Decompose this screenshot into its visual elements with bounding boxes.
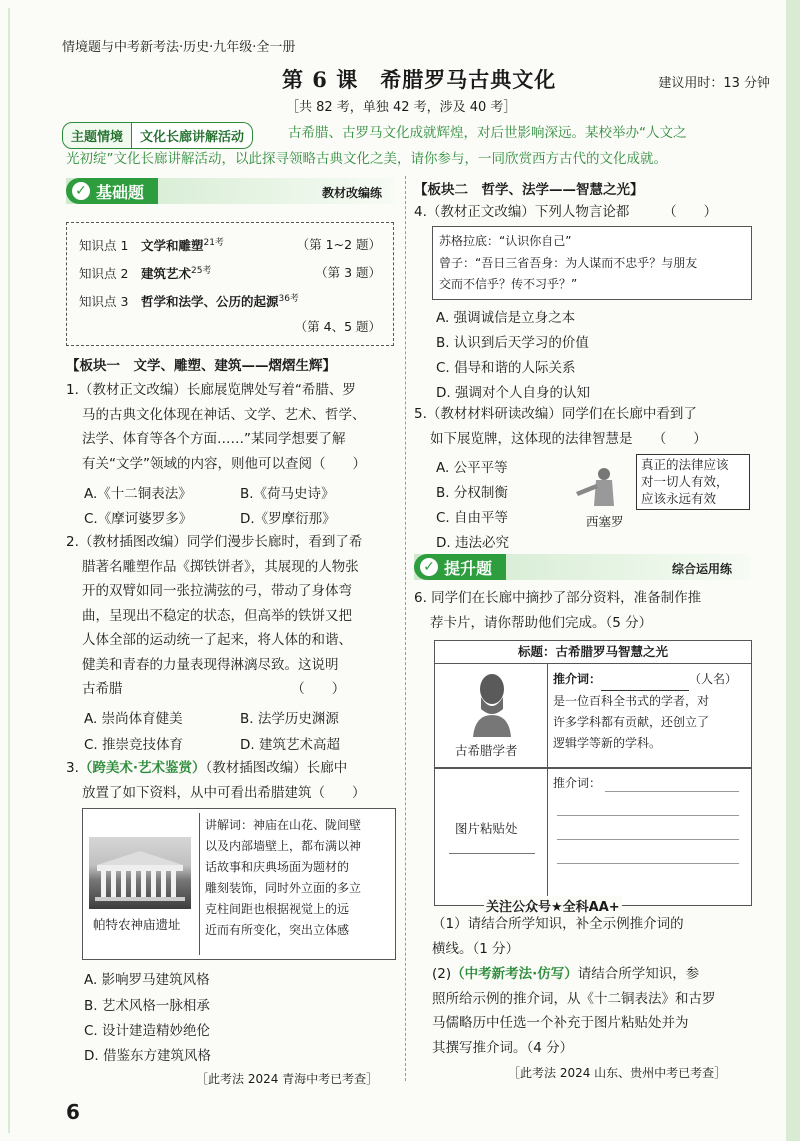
name-blank[interactable] [601,669,689,691]
question-5: 5.（教材材料研读改编）同学们在长廊中看到了 如下展览牌，这体现的法律智慧是 （ ） [414,406,707,447]
q5-option-d[interactable]: D. 违法必究 [436,535,509,551]
check-icon: ✓ [72,182,90,200]
q3-option-b[interactable]: B. 艺术风格一脉相承 [84,998,210,1014]
knowledge-ref: （第 1~2 题） [296,237,381,252]
advanced-badge-label: 提升题 [444,558,493,578]
scholar-bust-icon [467,669,517,737]
scholar-caption: 古希腊学者 [455,743,518,758]
answer-line[interactable] [557,863,739,864]
lesson-title: 第 6 课 希腊罗马古典文化 [282,67,557,92]
theme-tags [62,122,253,149]
intro-label-2: 推介词： [553,776,602,790]
page-number: 6 [66,1100,80,1124]
card-divider-v [547,663,548,905]
q2-option-c[interactable]: C. 推崇竞技体育 [84,737,184,753]
module-two-heading: 【板块二 哲学、法学——智慧之光】 [414,182,644,198]
q4-option-a[interactable]: A. 强调诚信是立身之本 [436,310,576,326]
q4-quote-box [432,226,752,300]
card-divider-h [435,767,751,769]
knowledge-point: 知识点 3 哲学和法学、公历的起源$^{36考}$ [79,294,299,310]
basic-subtitle: 教材改编练 [322,186,383,200]
column-divider [405,176,406,1081]
q1-option-d[interactable]: D.《罗摩衍那》 [240,511,336,527]
question-4: 4.（教材正文改编）下列人物言论都 （ ） [414,204,718,220]
q6-exam-note: ［此考法 2024 山东、贵州中考已考查］ [508,1066,727,1080]
parthenon-explanation: 讲解词：神庙在山花、陇间壁 以及内部墙壁上，都布满以神 话故事和庆典场面为题材的 雕刻装饰，同时外立面的多立 克柱间距也根据视觉上的远 近而有所变化，突出立体感 [205,818,362,937]
book-header: 情境题与中考新考法·历史·九年级·全一册 [62,40,296,55]
q5-option-c[interactable]: C. 自由平等 [436,510,509,526]
knowledge-ref: （第 4、5 题） [294,319,381,334]
zengzi-quote-cont: 交而不信乎？传不习乎？” [439,277,578,291]
q2-option-a[interactable]: A. 崇尚体育健美 [84,711,183,727]
paste-area-line[interactable] [449,853,535,854]
time-note: 建议用时：13 分钟 [658,76,770,91]
q3-exam-note: ［此考法 2024 青海中考已考查］ [196,1072,379,1086]
q1-option-a[interactable]: A.《十二铜表法》 [84,486,192,502]
knowledge-ref: （第 3 题） [315,265,381,280]
question-3: 3.（跨美术·艺术鉴赏）（教材插图改编）长廊中 放置了如下资料，从中可看出希腊建筑（ ） [66,760,366,801]
activity-tag: 文化长廊讲解活动 [132,122,253,149]
theme-line-1: 古希腊、古罗马文化成就辉煌，对后世影响深远。某校举办“人文之 [288,125,687,141]
q5-option-a[interactable]: A. 公平平等 [436,460,508,476]
watermark-text: 关注公众号★全科AA+ [484,896,622,915]
zengzi-quote: 曾子：“吾日三省吾身：为人谋而不忠乎？与朋友 [439,256,698,270]
basic-badge-label: 基础题 [96,182,145,202]
q1-option-c[interactable]: C.《摩诃婆罗多》 [84,511,193,527]
question-6: 6. 同学们在长廊中摘抄了部分资料，准备制作推 荐卡片，请你帮助他们完成。（5 分） [414,590,702,631]
q1-option-b[interactable]: B.《荷马史诗》 [240,486,335,502]
q6-sub-2: (2)（中考新考法·仿写）请结合所学知识，参 照所给示例的推介词，从《十二铜表法》和古罗 马儒略历中任选一个补充于图片粘贴处并为 其撰写推介词。（4 分） [432,966,716,1056]
recommend-card [434,640,752,906]
theme-line-2: 光初绽”文化长廊讲解活动，以此探寻领略古典文化之美，请你参与，一同欣赏西方古代的文化成就。 [66,151,667,167]
q4-option-b[interactable]: B. 认识到后天学习的价值 [436,335,589,351]
check-icon: ✓ [420,558,438,576]
question-2: 2.（教材插图改编）同学们漫步长廊时，看到了希 腊著名雕塑作品《掷铁饼者》，其展现的人物张 开的双臂如同一张拉满弦的弓，带动了身体弯 曲，呈现出不稳定的状态，但高举的铁饼又把 人体全部的运动统一了起来，将人体的和谐、 健美和青春的力量表现得淋漓尽致。这说明 古希腊 （ ） [66,534,363,697]
q2-option-d[interactable]: D. 建筑艺术高超 [240,737,340,753]
paste-area-caption: 图片粘贴处 [455,821,518,836]
knowledge-points-box [66,222,394,346]
q3-option-c[interactable]: C. 设计建造精妙绝伦 [84,1023,211,1039]
answer-line[interactable] [605,791,739,792]
card-title: 标题：古希腊罗马智慧之光 [435,641,751,664]
cicero-caption: 西塞罗 [586,514,624,529]
cicero-statue-icon [570,466,630,510]
question-1: 1.（教材正文改编）长廊展览牌处写着“希腊、罗 马的古典文化体现在神话、文学、艺术、哲学、 法学、体育等各个方面……”某同学想要了解 有关“文学”领域的内容，则他可以查阅（ ） [66,382,366,472]
q2-option-b[interactable]: B. 法学历史渊源 [240,711,339,727]
theme-tag: 主题情境 [62,122,132,149]
cicero-speech-bubble: 真正的法律应该 对一切人有效， 应该永远有效 [636,454,750,510]
socrates-quote: 苏格拉底：“认识你自己” [439,234,572,248]
parthenon-caption: 帕特农神庙遗址 [93,917,181,932]
module-one-heading: 【板块一 文学、雕塑、建筑——熠熠生辉】 [66,358,336,374]
q4-option-c[interactable]: C. 倡导和谐的人际关系 [436,360,576,376]
knowledge-point: 知识点 2 建筑艺术$^{25考}$ [79,266,212,282]
parthenon-photo [89,837,191,909]
answer-line[interactable] [557,839,739,840]
advanced-subtitle: 综合运用练 [672,562,733,576]
scholar-intro: 推介词： （人名） 是一位百科全书式的学者，对 许多学科都有贡献，还创立了 逻辑学等新的学科。 [553,669,749,754]
q3-option-a[interactable]: A. 影响罗马建筑风格 [84,972,210,988]
q5-option-b[interactable]: B. 分权制衡 [436,485,508,501]
knowledge-point: 知识点 1 文学和雕塑$^{21考}$ [79,238,224,254]
exam-stats: ［共 82 考，单独 42 考，涉及 40 考］ [286,100,517,115]
q3-option-d[interactable]: D. 借鉴东方建筑风格 [84,1048,211,1064]
q4-option-d[interactable]: D. 强调对个人自身的认知 [436,385,590,401]
box-divider [199,813,200,955]
basic-badge [66,178,158,204]
answer-line[interactable] [557,815,739,816]
parthenon-material-box [82,808,396,960]
advanced-badge [414,554,506,580]
q6-sub-1: （1）请结合所学知识，补全示例推介词的 横线。（1 分） [432,916,684,957]
